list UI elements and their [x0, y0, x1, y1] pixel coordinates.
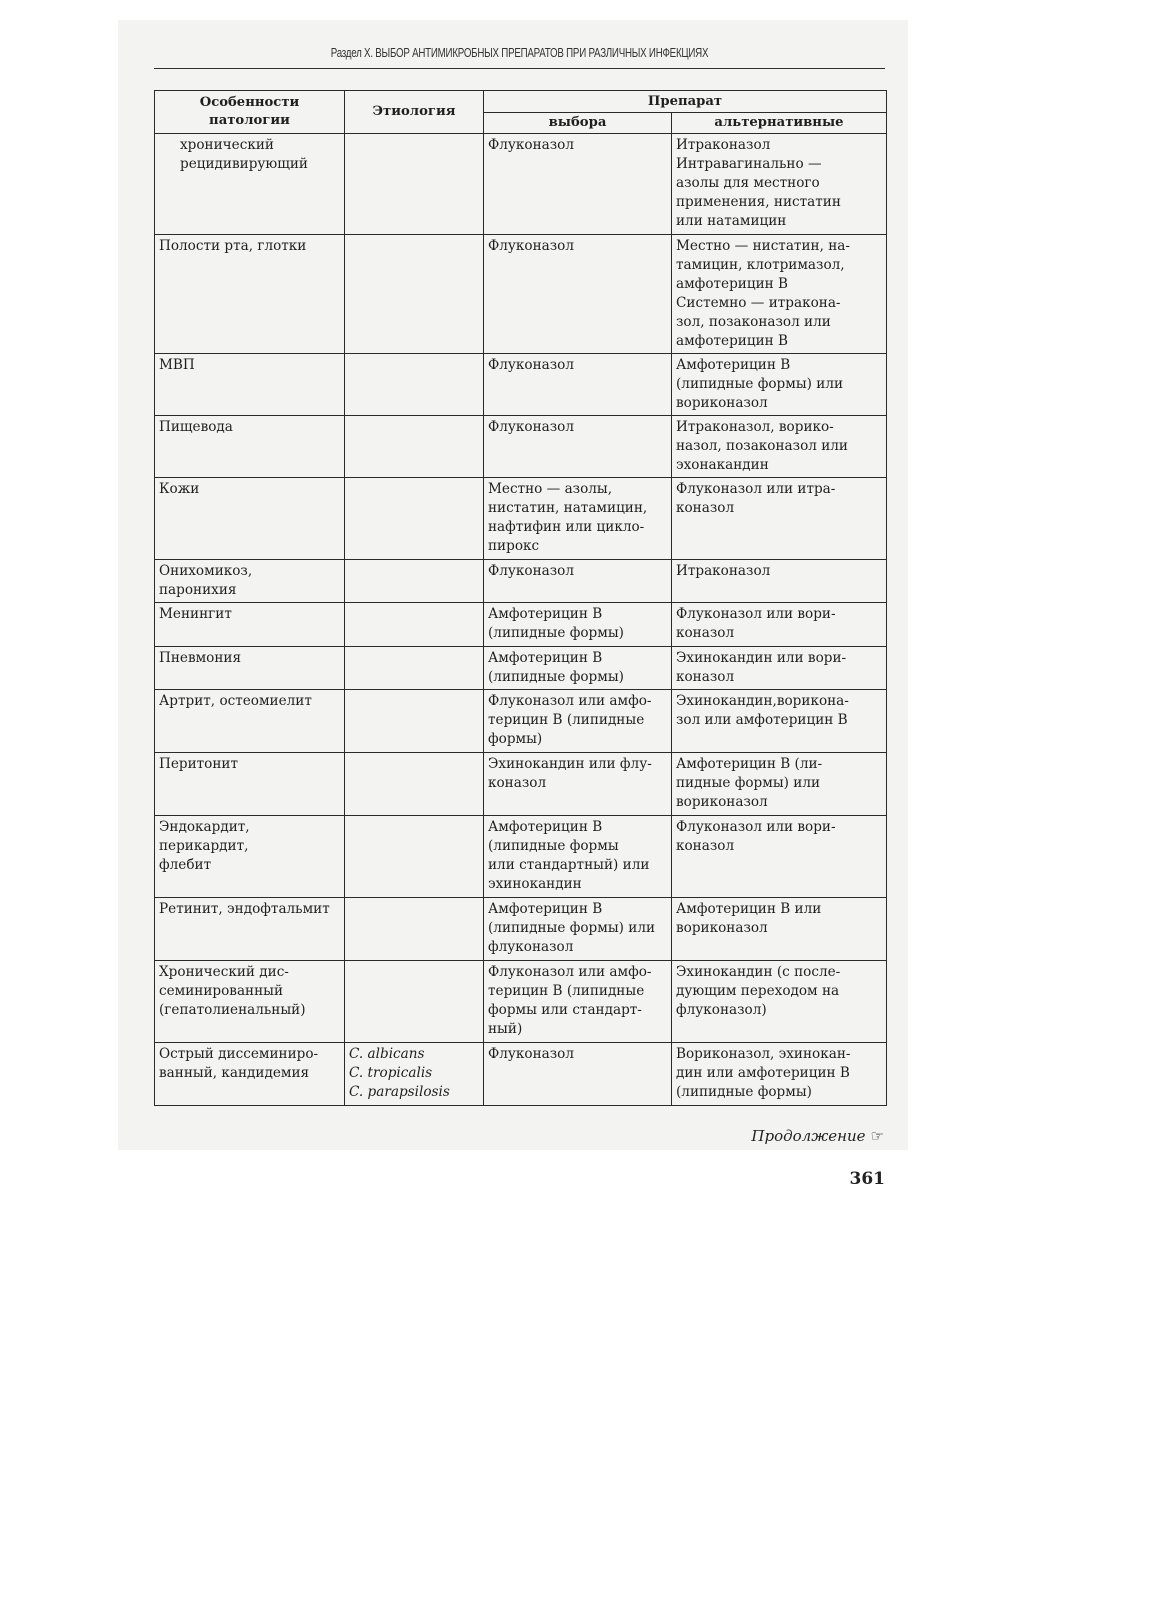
pathology-cell: Хронический дис- семинированный (гепатолиенальный)	[155, 961, 345, 1043]
table-row	[155, 354, 887, 416]
pathology-cell: Кожи	[155, 478, 345, 560]
choice-drug-cell: Флуконазол	[484, 416, 672, 478]
table-row	[155, 961, 887, 1043]
alternative-drug-cell: Местно — нистатин, на- тамицин, клотримазол, амфотерицин В Системно — итракона- зол, позаконазол или амфотерицин В	[672, 235, 887, 354]
table-row	[155, 898, 887, 961]
alternative-drug-cell: Флуконазол или итра- коназол	[672, 478, 887, 560]
table-row	[155, 816, 887, 898]
choice-drug-cell: Флуконазол	[484, 354, 672, 416]
choice-drug-cell: Амфотерицин В (липидные формы) или флуконазол	[484, 898, 672, 961]
alternative-drug-cell: Флуконазол или вори- коназол	[672, 816, 887, 898]
choice-drug-cell: Местно — азолы, нистатин, натамицин, нафтифин или цикло- пирокс	[484, 478, 672, 560]
page-number: 361	[849, 1169, 885, 1189]
alternative-drug-cell: Флуконазол или вори- коназол	[672, 603, 887, 647]
etiology-cell	[345, 816, 484, 898]
alternative-drug-cell: Эхинокандин,ворикона- зол или амфотерицин В	[672, 690, 887, 753]
etiology-cell	[345, 753, 484, 816]
table-row	[155, 690, 887, 753]
running-header: Раздел X. ВЫБОР АНТИМИКРОБНЫХ ПРЕПАРАТОВ ПРИ РАЗЛИЧНЫХ ИНФЕКЦИЯХ	[330, 46, 709, 60]
table-row	[155, 647, 887, 690]
alternative-drug-cell: Амфотерицин В (липидные формы) или вориконазол	[672, 354, 887, 416]
choice-drug-cell: Амфотерицин В (липидные формы)	[484, 603, 672, 647]
choice-drug-cell: Эхинокандин или флу- коназол	[484, 753, 672, 816]
pathology-cell: Пневмония	[155, 647, 345, 690]
header-etiology: Этиология	[345, 91, 484, 134]
etiology-cell	[345, 603, 484, 647]
choice-drug-cell: Флуконазол или амфо- терицин В (липидные формы)	[484, 690, 672, 753]
alternative-drug-cell: Амфотерицин В или вориконазол	[672, 898, 887, 961]
header-choice: выбора	[484, 113, 672, 134]
choice-drug-cell: Амфотерицин В (липидные формы)	[484, 647, 672, 690]
alternative-drug-cell: Эхинокандин или вори- коназол	[672, 647, 887, 690]
pathology-cell: Онихомикоз, паронихия	[155, 560, 345, 603]
header-alternative: альтернативные	[672, 113, 887, 134]
table-row	[155, 235, 887, 354]
header-rule	[154, 68, 885, 69]
etiology-cell	[345, 235, 484, 354]
table-row	[155, 134, 887, 235]
pathology-cell: МВП	[155, 354, 345, 416]
alternative-drug-cell: Итраконазол	[672, 560, 887, 603]
etiology-cell	[345, 354, 484, 416]
continuation-label: Продолжение	[751, 1127, 866, 1145]
table-row	[155, 603, 887, 647]
etiology-cell: C. albicans C. tropicalis C. parapsilosis	[345, 1043, 484, 1106]
alternative-drug-cell: Итраконазол Интравагинально — азолы для местного применения, нистатин или натамицин	[672, 134, 887, 235]
pathology-cell: Менингит	[155, 603, 345, 647]
pathology-cell: Пищевода	[155, 416, 345, 478]
etiology-cell	[345, 690, 484, 753]
table-row	[155, 753, 887, 816]
pathology-cell: Острый диссеминиро- ванный, кандидемия	[155, 1043, 345, 1106]
choice-drug-cell: Флуконазол	[484, 1043, 672, 1106]
choice-drug-cell: Флуконазол	[484, 560, 672, 603]
etiology-cell	[345, 647, 484, 690]
header-pathology: Особенности патологии	[155, 91, 345, 134]
choice-drug-cell: Флуконазол	[484, 235, 672, 354]
etiology-cell	[345, 560, 484, 603]
pathology-cell: хронический рецидивирующий	[155, 134, 345, 235]
table-row	[155, 416, 887, 478]
table-row	[155, 1043, 887, 1106]
alternative-drug-cell: Итраконазол, ворико- назол, позаконазол или эхонакандин	[672, 416, 887, 478]
etiology-cell	[345, 478, 484, 560]
pathology-cell: Перитонит	[155, 753, 345, 816]
pathology-cell: Артрит, остеомиелит	[155, 690, 345, 753]
etiology-cell	[345, 898, 484, 961]
pointing-hand-icon: ☞	[870, 1127, 884, 1145]
pathology-cell: Полости рта, глотки	[155, 235, 345, 354]
choice-drug-cell: Флуконазол или амфо- терицин В (липидные формы или стандарт- ный)	[484, 961, 672, 1043]
pathology-cell: Эндокардит, перикардит, флебит	[155, 816, 345, 898]
continuation-note	[154, 1127, 884, 1145]
table-row	[155, 478, 887, 560]
choice-drug-cell: Амфотерицин В (липидные формы или стандартный) или эхинокандин	[484, 816, 672, 898]
etiology-cell	[345, 961, 484, 1043]
header-drug: Препарат	[484, 91, 887, 113]
alternative-drug-cell: Эхинокандин (с после- дующим переходом на флуконазол)	[672, 961, 887, 1043]
choice-drug-cell: Флуконазол	[484, 134, 672, 235]
alternative-drug-cell: Вориконазол, эхинокан- дин или амфотерицин В (липидные формы)	[672, 1043, 887, 1106]
pathology-cell: Ретинит, эндофтальмит	[155, 898, 345, 961]
alternative-drug-cell: Амфотерицин В (ли- пидные формы) или вориконазол	[672, 753, 887, 816]
etiology-cell	[345, 134, 484, 235]
etiology-cell	[345, 416, 484, 478]
table-row	[155, 560, 887, 603]
drug-table	[154, 90, 887, 1106]
